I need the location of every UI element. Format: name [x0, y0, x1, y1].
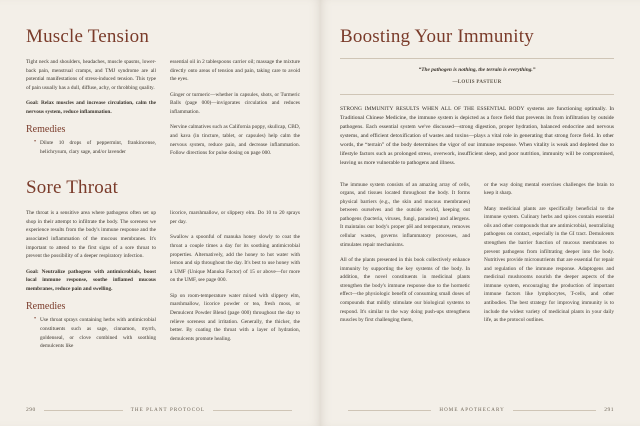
list-item: • Use throat sprays containing herbs with antimicrobial constituents such as sage, cinnamon, myrrh, goldenseal, or clove combined with soothing demulcents like — [34, 316, 156, 350]
page-title-sore-throat: Sore Throat — [26, 177, 119, 199]
sore-throat-col2-a: licorice, marshmallow, or slippery elm. Do 10 to 20 sprays per day. — [170, 210, 300, 225]
muscle-tension-col2-c: Nervine calmatives such as California poppy, skullcap, CBD, and kava (in tincture, tablet, or capsules) help calm the nervous system, reduce pain, and decrease inflammation. Follow directions for pulse dosing on page 000. — [170, 124, 300, 157]
page-number: 291 — [604, 407, 615, 413]
sore-throat-remedies-heading: Remedies — [26, 301, 66, 313]
immunity-body-columns — [340, 181, 614, 332]
sore-throat-goal: Goal: Neutralize pathogens with antimicrobials, boost local immune response, soothe inflamed mucous membranes, reduce pain and swelling. — [26, 268, 156, 292]
page-title-boosting-immunity: Boosting Your Immunity — [340, 26, 534, 47]
footer-title: HOME APOTHECARY — [439, 407, 505, 413]
body-paragraph-2: All of the plants presented in this book collectively enhance immunity by supporting the key systems of the body. In addition, the novel constituents in medicinal plants strengthen the body's immune response due to the hormetic effect—the physiologic benefit of consuming small doses of compounds that mildly stimulate our biological systems to respond. It's similar to the way doing push-ups strengthens muscles by first challenging them, — [340, 257, 470, 324]
sore-throat-col2-b: Swallow a spoonful of manuka honey slowly to coat the throat a couple times a day for its soothing antimicrobial properties. Alternatively, add the honey to hot water with lemon and sip throughout the day. It's best to use honey with a UMF (Unique Manuka Factor) of 15 or above—for more on the UMF, see page 000. — [170, 234, 300, 284]
footer-divider-right — [213, 410, 292, 411]
right-page — [320, 0, 640, 426]
sore-throat-remedies-list — [26, 316, 156, 350]
intro-paragraph: STRONG IMMUNITY RESULTS WHEN ALL OF THE ESSENTIAL BODY systems are functioning optimally. In Traditional Chinese Medicine, the immune system is depicted as a force field that prevents its from infiltration by outside pathogens. Each essential system we've discussed—strong digestion, proper hydration, balanced endocrine and nervous systems, and efficient detoxification of wastes and toxins—plays a vital role in generating that strong force field. In other words, the “terrain” of the body determines the vigor of our immune response. When vitality is weak and depleted due to lifestyle factors such as prolonged stress, overwork, insufficient sleep, and poor nutrition, immunity will be compromised, leaving us more vulnerable to pathogens and illness. — [340, 105, 614, 167]
left-page-footer — [0, 407, 320, 413]
muscle-tension-columns — [26, 58, 300, 163]
muscle-tension-intro: Tight neck and shoulders, headaches, muscle spasms, lower-back pain, menstrual cramps, and TMJ syndrome are all potential manifestations of stress-induced tension. This type of pain usually has a dull, diffuse, achy, or throbbing quality. — [26, 59, 156, 91]
muscle-tension-col2-a: essential oil in 2 tablespoons carrier oil; massage the mixture directly onto areas of tension and pain, taking care to avoid the eyes. — [170, 59, 300, 83]
footer-divider — [44, 410, 123, 411]
right-page-footer — [320, 407, 640, 413]
footer-divider-left — [348, 410, 431, 411]
footer-title: THE PLANT PROTOCOL — [130, 407, 206, 413]
page-number: 290 — [26, 407, 36, 413]
body-paragraph-4: Many medicinal plants are specifically beneficial to the immune system. Culinary herbs and spices contain essential oils and other compounds that are antimicrobial, neutralizing pathogens on contact, especially in the GI tract. Demulcents strengthen the barrier function of mucous membranes to prevent pathogens from infiltrating deeper into the body. Nutritives provide micronutrients that are essential for repair and regulation of the immune response. Adaptogens and medicinal mushrooms nourish the deeper aspects of the immune system, encouraging the production of important immune factors like lymphocytes, T-cells, and other antibodies. The best strategy for improving immunity is to include the widest variety of medicinal plants in your daily life, as the protocol outlines. — [484, 205, 614, 324]
sore-throat-columns — [26, 209, 300, 353]
body-paragraph-1: The immune system consists of an amazing array of cells, organs, and tissues located throughout the body. It forms physical barriers (e.g., the skin and mucous membranes) between ourselves and the outside world, keeping out pathogens (bacteria, viruses, fungi, parasites) and allergens. It maintains our body's proper pH and temperature, removes cellular wastes, governs inflammatory processes, and stimulates repair mechanisms. — [340, 181, 470, 248]
sore-throat-col2-c: Sip on room-temperature water mixed with slippery elm, marshmallow, licorice powder or tea, fresh moss, or Demulcent Powder Blend (page 000) throughout the day to relieve soreness and irritation. Generally, the thicker, the better. By coating the throat with a layer of hydration, demulcents promote healing. — [170, 292, 300, 342]
pull-quote-text: “The pathogen is nothing, the terrain is everything.” — [418, 67, 536, 73]
muscle-tension-remedies-list — [26, 139, 156, 156]
muscle-tension-goal: Goal: Relax muscles and increase circulation, calm the nervous system, reduce inflammation. — [26, 100, 156, 115]
sore-throat-intro: The throat is a sensitive area where pathogens often set up shop in their attempt to infiltrate the body. The soreness we experience results from the body's immune response and the associated inflammation of the mucous membranes. It's important to attend to the first signs of a sore throat to prevent the possibility of a deeper respiratory infection. — [26, 210, 156, 260]
body-paragraph-3: or the way doing mental exercises challenges the brain to keep it sharp. — [484, 181, 614, 197]
list-item: • Dilute 10 drops of peppermint, frankincense, helichrysum, clary sage, and/or lavender — [34, 139, 156, 156]
pull-quote-attribution: —LOUIS PASTEUR — [452, 79, 502, 85]
muscle-tension-col2-b: Ginger or turmeric—whether in capsules, shots, or Turmeric Balls (page 000)—invigorates circulation and reduces inflammation. — [170, 91, 300, 115]
footer-divider — [513, 410, 596, 411]
page-title-muscle-tension: Muscle Tension — [26, 26, 150, 47]
muscle-tension-remedies-heading: Remedies — [26, 124, 66, 136]
pull-quote — [340, 58, 614, 95]
